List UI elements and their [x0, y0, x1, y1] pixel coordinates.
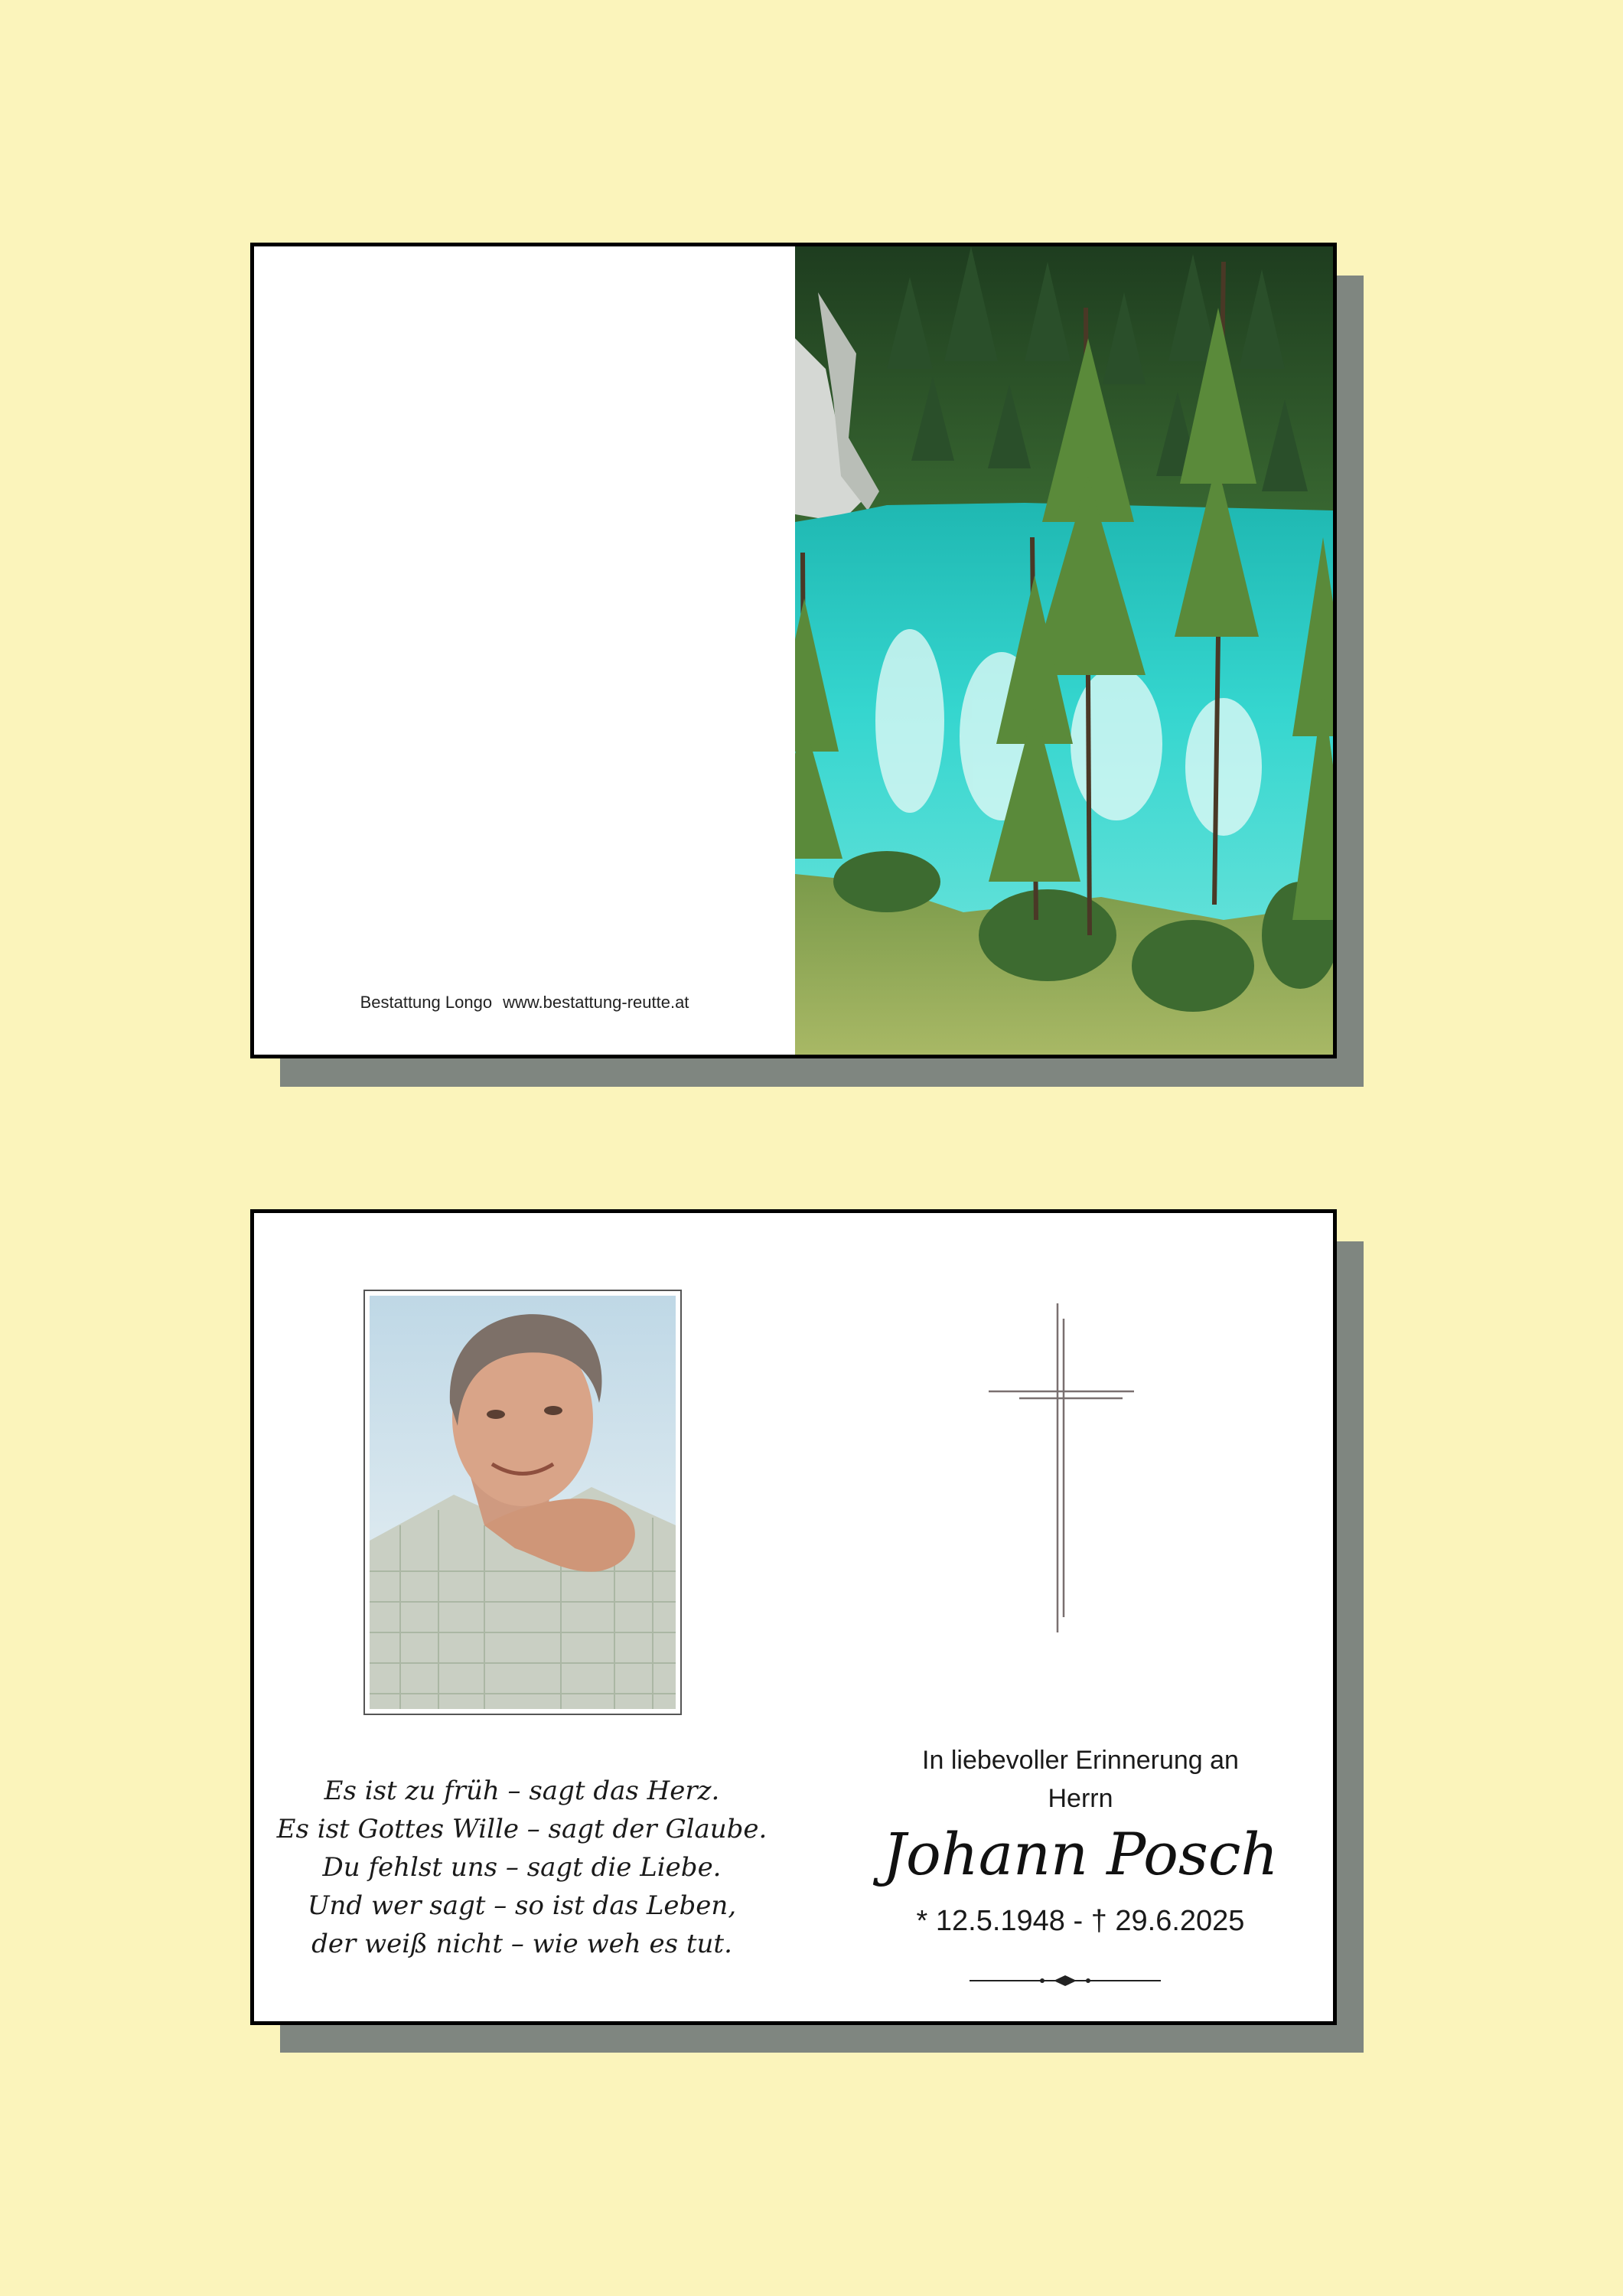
front-card-blank-panel	[254, 246, 795, 1055]
mountain-lake-photo	[795, 246, 1333, 1055]
salutation: Herrn	[1048, 1784, 1113, 1813]
memorial-intro	[820, 1741, 1337, 1818]
front-card	[250, 243, 1337, 1058]
memorial-poem	[254, 1772, 790, 1963]
portrait-photo	[363, 1290, 682, 1715]
funeral-home-website: www.bestattung-reutte.at	[503, 993, 689, 1012]
divider-ornament-icon	[970, 1974, 1161, 1988]
poem-line: Und wer sagt – so ist das Leben,	[307, 1890, 737, 1921]
deceased-name: Johann Posch	[882, 1820, 1279, 1888]
cross-icon	[989, 1303, 1142, 1632]
intro-text: In liebevoller Erinnerung an	[922, 1746, 1239, 1775]
poem-line: der weiß nicht – wie weh es tut.	[311, 1929, 732, 1959]
funeral-home-credit	[254, 993, 795, 1013]
funeral-home-name: Bestattung Longo	[360, 993, 493, 1012]
back-card	[250, 1209, 1337, 2025]
poem-line: Es ist Gottes Wille – sagt der Glaube.	[276, 1814, 768, 1844]
life-dates: * 12.5.1948 - † 29.6.2025	[916, 1905, 1245, 1937]
poem-line: Du fehlst uns – sagt die Liebe.	[322, 1852, 722, 1883]
poem-line: Es ist zu früh – sagt das Herz.	[324, 1776, 720, 1806]
